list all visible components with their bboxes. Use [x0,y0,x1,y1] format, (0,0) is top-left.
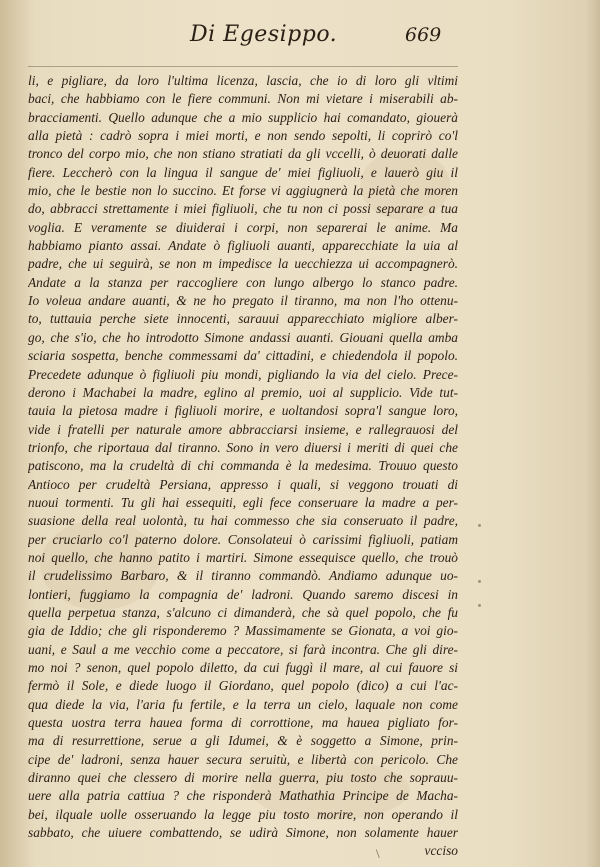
body-text [28,72,458,861]
text-line: mo noi ? senon, quel popolo diletto, da cui fuggì il mare, al cui fauore si [28,660,458,675]
page-number: 669 [405,24,442,46]
text-line: il crudelissimo Barbaro, & il tiranno commandò. Andiamo adunque uo- [28,568,458,584]
header-rule [28,66,458,67]
text-line: derono i Machabei la madre, eglino al premio, uoi al supplicio. Vide tut- [28,384,458,400]
text-line: alla pietà : cadrò sopra i miei morti, e non sendo sepolti, li coprirò co'l [28,128,458,144]
text-line: vcciso [424,843,458,859]
footer-mark: \ [376,846,380,861]
text-line: qua diede la via, l'aria fu fertile, e la terra un cielo, laquale non come [28,696,458,712]
text-line: fiere. Leccherò con la lingua il sangue de' miei figliuoli, e lauerò giu il [28,164,458,180]
text-line: voglia. E veramente se diuiderai i corpi, non separerai le anime. Ma [28,219,458,235]
running-head: Di Egesippo. [190,22,338,47]
margin-mark [478,604,481,607]
text-line: bei, ilquale uolle osseruando la legge piu tosto morire, non operando il [28,806,458,822]
text-line: uani, e Saul a me vecchio come a peccatore, si farà incontra. Che gli dire- [28,641,458,657]
text-line: lontieri, fuggiamo la compagnia de' ladroni. Quando saremo discesi in [28,586,458,602]
text-line: per cruciarlo co'l paterno dolore. Consolateui ò carissimi figliuoli, patiam [28,531,458,547]
text-line: gia de Iddio; che gli risponderemo ? Massimamente se Gionata, a voi gio- [28,623,458,639]
margin-mark [478,524,481,527]
text-line: trionfo, che riportaua dal tiranno. Sono in vero diuersi i meriti di quei che [28,439,458,455]
text-line: li, e pigliare, da loro l'ultima licenza, lascia, che io di loro gli vltimi [28,73,458,88]
text-line: tauia la pietosa madre i figliuoli morire, e uoltandosi sopra'l sangue loro, [28,403,458,419]
text-line: vide i fratelli per naturale amore abbracciarsi insieme, e rallegrauosi del [28,421,458,437]
text-line: diranno quei che clessero di morire nella guerra, piu tosto che soprauu- [28,770,458,786]
text-line: uere alla patria cattiua ? che risponderà Mathathia Principe de Macha- [28,788,458,804]
text-line: suasione della real uolontà, tu hai commesso che sia conseruato il padre, [28,513,458,529]
text-line: to, tuttauia perche siete innocenti, sarauui apparecchiato migliore alber- [28,311,458,327]
text-line: ma di resurrettione, serue a gli Idumei, & è soggetto a Simone, prin- [28,733,458,749]
text-line: cipe de' ladroni, senza hauer secura seruitù, e libertà con pericolo. Che [28,751,458,767]
text-line: sabbato, che uiuere combattendo, se udirà Simone, non solamente hauer [28,825,458,841]
margin-mark [478,580,481,583]
page-header [0,16,600,56]
text-line: quella perpetua stanza, s'alcuno ci dimanderà, che sà quel popolo, che fu [28,604,458,620]
text-line: do, abbracci strettamente i miei figliuoli, che tu non ci possi separare a tua [28,201,458,217]
text-line: mio, che le bestie non lo succino. Et forse vi aggiugnerà la pietà che moren [28,183,458,199]
text-line: questa uostra terra hauea forma di corrottione, ma hauea pigliato for- [28,715,458,731]
text-line: fermò il Sole, e diede luogo il Giordano, quel popolo (dico) a cui l'ac- [28,678,458,694]
text-line: Antioco per crudeltà Persiana, appresso i quali, si veggono trouati di [28,476,458,492]
text-line: patiscono, ma la crudeltà di chi commanda è la medesima. Trouuo questo [28,458,458,474]
text-line: Io voleua andare auanti, & ne ho pregato il tiranno, ma non l'ho ottenu- [28,293,458,309]
text-line: padre, che ui seguirà, se non m impedisce la uecchiezza ui accompagnerò. [28,256,458,272]
text-line: noi quello, che hanno patito i martiri. Simone essequisce quello, che trouò [28,549,458,565]
text-line: habbiamo pianto assai. Andate ò figliuoli auanti, apparecchiate la uia al [28,238,458,254]
text-line: Andate a la stanza per raccogliere con lungo albergo lo stanco padre. [28,274,458,290]
text-line: bracciamenti. Quello adunque che a mio supplicio hai comandato, giouerà [28,109,458,125]
page-edge-shadow [586,0,600,867]
text-line: Precedete adunque ò figliuoli piu mondi, pigliando la via del cielo. Prece- [28,366,458,382]
text-line: tronco del corpo mio, che non stiano stratiati da gli vccelli, ò deuorati dalle [28,146,458,162]
text-line: baci, che habbiamo con le fiere communi. Non mi vietare i miserabili ab- [28,91,458,107]
text-line: sciaria sospetta, benche commessami da' cittadini, e chiedendola il popolo. [28,348,458,364]
text-line: nuoui tormenti. Tu gli hai essequiti, egli fece conseruare la madre a per- [28,494,458,510]
text-line: go, che s'io, che ho introdotto Simone andassi auanti. Giouani quella amba [28,329,458,345]
